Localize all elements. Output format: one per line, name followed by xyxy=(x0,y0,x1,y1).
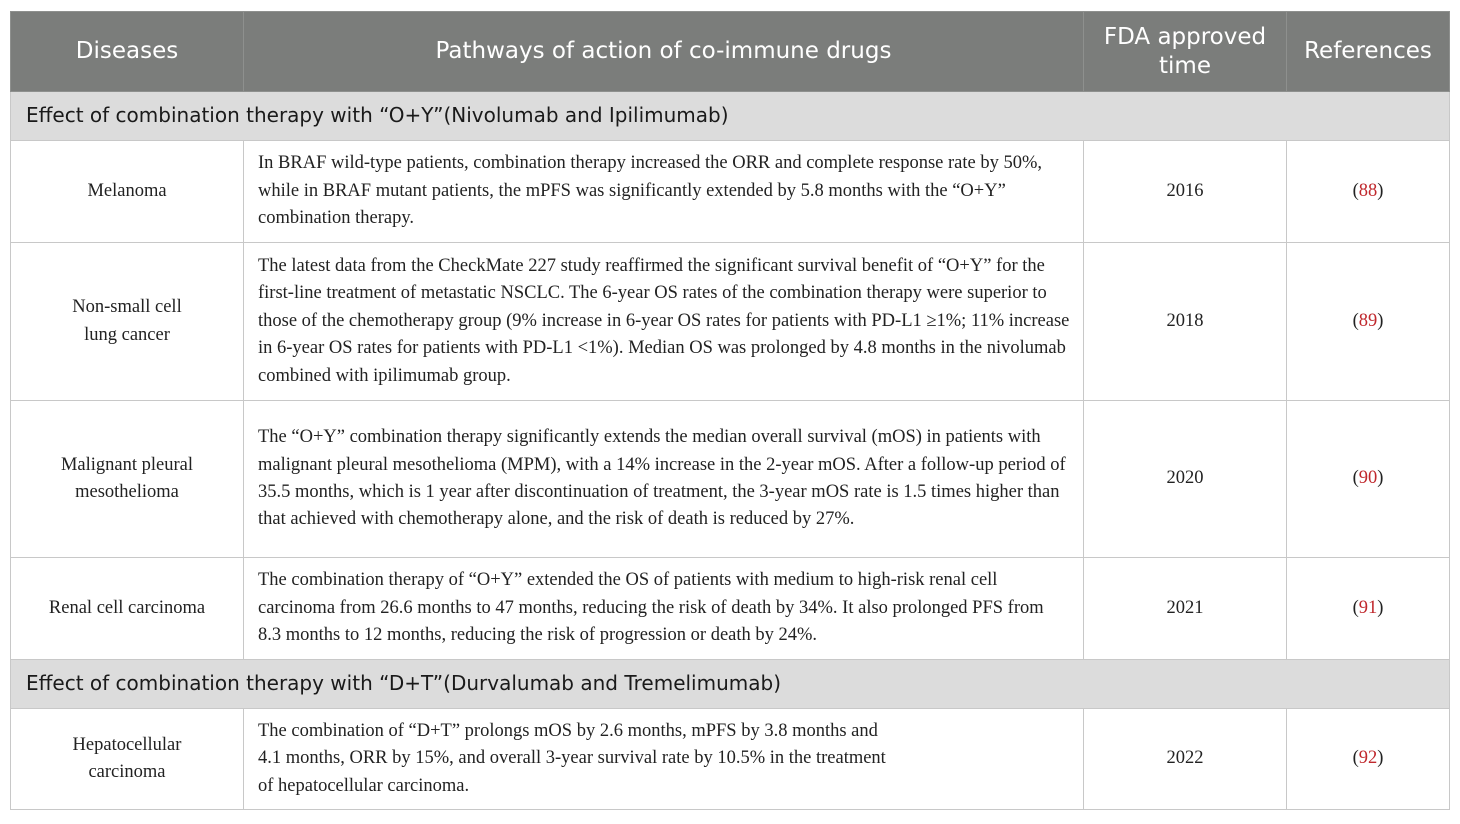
pathway-cell: The “O+Y” combination therapy significantly extends the median overall survival (mOS) in patients with malignant pleural mesothelioma (MPM), with a 14% increase in the 2-year mOS. After a follow-up period of 35.5 months, which is 1 year after discontinuation of treatment, the 3-year mOS rate is 1.5 times higher than that achieved with chemotherapy alone, and the risk of death is reduced by 27%. xyxy=(244,401,1084,558)
reference-link[interactable]: 88 xyxy=(1358,180,1378,201)
group-title: Effect of combination therapy with “D+T”(Durvalumab and Tremelimumab) xyxy=(11,660,1450,709)
disease-label: Hepatocellular carcinoma xyxy=(72,734,182,782)
reference-link[interactable]: 91 xyxy=(1358,597,1378,618)
reference-close-paren: ) xyxy=(1377,597,1384,618)
disease-label: Non-small cell lung cancer xyxy=(72,297,182,345)
reference-link[interactable]: 89 xyxy=(1358,310,1378,331)
reference-close-paren: ) xyxy=(1377,180,1384,201)
disease-cell: Renal cell carcinoma xyxy=(11,558,244,660)
header-row xyxy=(11,12,1450,92)
reference-open-paren: ( xyxy=(1352,310,1359,331)
header-fda-label: FDA approved time xyxy=(1103,23,1267,79)
header-references: References xyxy=(1287,12,1450,92)
pathway-text: The combination of “D+T” prolongs mOS by 2.6 months, mPFS by 3.8 months and 4.1 months, ORR by 15%, and overall 3-year survival rate by 10.5% in the treatment of hepatocellular carcinoma. xyxy=(258,720,886,796)
reference-open-paren: ( xyxy=(1352,468,1359,489)
disease-label: Malignant pleural mesothelioma xyxy=(60,454,194,502)
pathway-cell: In BRAF wild-type patients, combination therapy increased the ORR and complete response rate by 50%, while in BRAF mutant patients, the mPFS was significantly extended by 5.8 months with the “O+Y” combination therapy. xyxy=(244,141,1084,243)
table-row xyxy=(11,243,1450,401)
reference-link[interactable]: 90 xyxy=(1358,468,1378,489)
reference-cell xyxy=(1287,141,1450,243)
table-row xyxy=(11,558,1450,660)
reference-close-paren: ) xyxy=(1377,748,1384,769)
pathway-cell: The combination therapy of “O+Y” extended the OS of patients with medium to high-risk renal cell carcinoma from 26.6 months to 47 months, reducing the risk of death by 34%. It also prolonged PFS from 8.3 months to 12 months, reducing the risk of progression or death by 24%. xyxy=(244,558,1084,660)
pathway-cell: The latest data from the CheckMate 227 study reaffirmed the significant survival benefit of “O+Y” for the first-line treatment of metastatic NSCLC. The 6-year OS rates of the combination therapy were superior to those of the chemotherapy group (9% increase in 6-year OS rates for patients with PD-L1 ≥1%; 11% increase in 6-year OS rates for patients with PD-L1 <1%). Median OS was prolonged by 4.8 months in the nivolumab combined with ipilimumab group. xyxy=(244,243,1084,401)
group-title: Effect of combination therapy with “O+Y”(Nivolumab and Ipilimumab) xyxy=(11,92,1450,141)
reference-close-paren: ) xyxy=(1377,310,1384,331)
header-diseases: Diseases xyxy=(11,12,244,92)
pathway-cell xyxy=(244,709,1084,810)
reference-open-paren: ( xyxy=(1352,748,1359,769)
fda-year-cell: 2022 xyxy=(1084,709,1287,810)
combination-therapy-table xyxy=(10,11,1450,810)
reference-cell xyxy=(1287,401,1450,558)
group-header-row xyxy=(11,660,1450,709)
table-row xyxy=(11,401,1450,558)
disease-cell xyxy=(11,243,244,401)
table-row xyxy=(11,709,1450,810)
disease-cell xyxy=(11,709,244,810)
fda-year-cell: 2021 xyxy=(1084,558,1287,660)
reference-link[interactable]: 92 xyxy=(1358,748,1378,769)
fda-year-cell: 2018 xyxy=(1084,243,1287,401)
reference-cell xyxy=(1287,243,1450,401)
header-fda-approved-time xyxy=(1084,12,1287,92)
group-header-row xyxy=(11,92,1450,141)
reference-cell xyxy=(1287,709,1450,810)
fda-year-cell: 2016 xyxy=(1084,141,1287,243)
header-pathways: Pathways of action of co-immune drugs xyxy=(244,12,1084,92)
disease-cell xyxy=(11,401,244,558)
disease-cell: Melanoma xyxy=(11,141,244,243)
reference-open-paren: ( xyxy=(1352,597,1359,618)
table-row xyxy=(11,141,1450,243)
fda-year-cell: 2020 xyxy=(1084,401,1287,558)
reference-close-paren: ) xyxy=(1377,468,1384,489)
reference-open-paren: ( xyxy=(1352,180,1359,201)
reference-cell xyxy=(1287,558,1450,660)
